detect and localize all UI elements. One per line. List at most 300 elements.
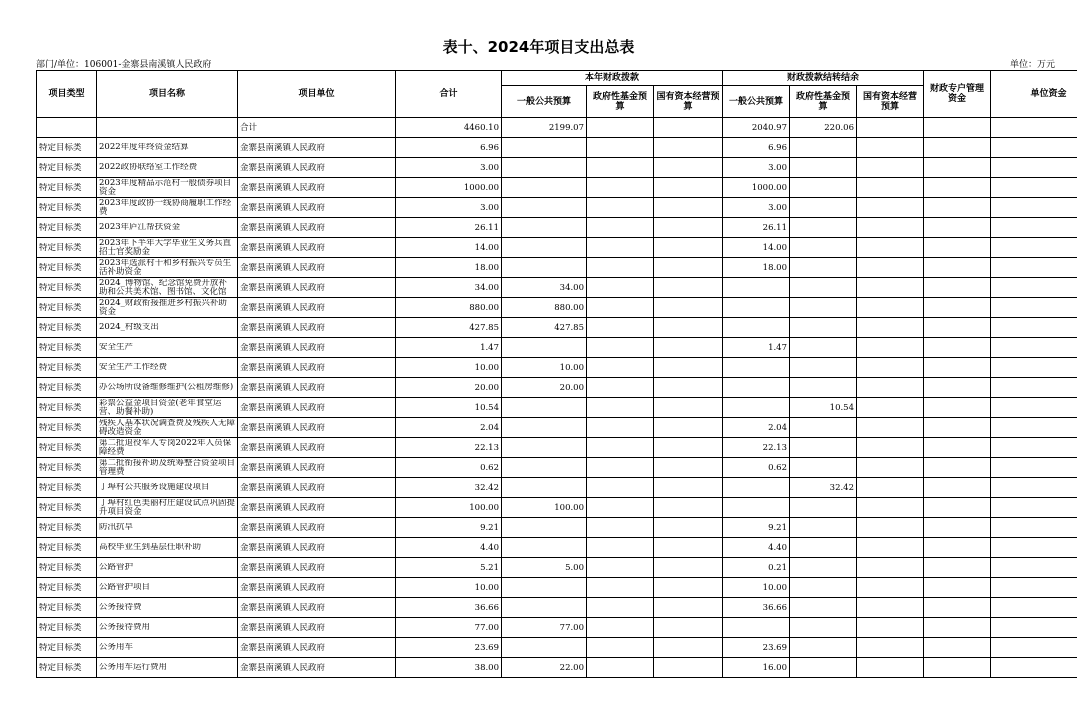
- unit-label: 单位：万元: [1009, 60, 1055, 70]
- cell-car-state-capital: [857, 518, 924, 538]
- cell-cur-general: [502, 158, 587, 178]
- cell-car-general: 0.62: [723, 458, 790, 478]
- cell-special: [924, 178, 991, 198]
- cell-car-state-capital: [857, 318, 924, 338]
- cell-car-state-capital: [857, 198, 924, 218]
- cell-car-gov-fund: [790, 638, 857, 658]
- cell-car-gov-fund: [790, 378, 857, 398]
- cell-category: 特定目标类: [37, 218, 97, 238]
- page-title: 表十、2024年项目支出总表: [442, 38, 635, 56]
- summary-cur-general: 2199.07: [502, 118, 587, 138]
- cell-total: 880.00: [396, 298, 502, 318]
- cell-org: 金寨县南溪镇人民政府: [238, 378, 396, 398]
- cell-category: 特定目标类: [37, 378, 97, 398]
- cell-cur-general: [502, 418, 587, 438]
- cell-car-general: [723, 618, 790, 638]
- table-row: [37, 158, 1077, 178]
- cell-cur-gov-fund: [587, 618, 654, 638]
- cell-cur-gov-fund: [587, 438, 654, 458]
- cell-cur-general: 77.00: [502, 618, 587, 638]
- summary-car-gov: 220.06: [790, 118, 857, 138]
- cell-car-general: [723, 278, 790, 298]
- department-label: 部门/单位：106001-金寨县南溪镇人民政府: [36, 60, 212, 70]
- cell-car-general: 10.00: [723, 578, 790, 598]
- cell-cur-gov-fund: [587, 138, 654, 158]
- cell-cur-state-capital: [654, 318, 723, 338]
- cell-car-state-capital: [857, 278, 924, 298]
- table-row: [37, 378, 1077, 398]
- cell-car-general: 0.21: [723, 558, 790, 578]
- cell-special: [924, 618, 991, 638]
- table-row: [37, 298, 1077, 318]
- header-special: 财政专户管理资金: [924, 71, 991, 118]
- cell-unit-fund: [991, 638, 1077, 658]
- cell-cur-general: [502, 138, 587, 158]
- cell-special: [924, 538, 991, 558]
- cell-unit-fund: [991, 338, 1077, 358]
- cell-cur-gov-fund: [587, 658, 654, 678]
- cell-name: 2022年度年终资金结算: [97, 138, 238, 158]
- table-row: [37, 558, 1077, 578]
- cell-name: 办公场所设备维修维护(公租房维修): [97, 378, 238, 398]
- table-row: [37, 178, 1077, 198]
- cell-cur-general: 5.00: [502, 558, 587, 578]
- cell-cur-general: 20.00: [502, 378, 587, 398]
- cell-unit-fund: [991, 418, 1077, 438]
- cell-unit-fund: [991, 398, 1077, 418]
- cell-total: 36.66: [396, 598, 502, 618]
- summary-total: 4460.10: [396, 118, 502, 138]
- table-row: [37, 198, 1077, 218]
- cell-special: [924, 378, 991, 398]
- cell-cur-gov-fund: [587, 198, 654, 218]
- cell-special: [924, 198, 991, 218]
- summary-row: [37, 118, 1077, 138]
- cell-cur-general: 427.85: [502, 318, 587, 338]
- cell-car-gov-fund: [790, 218, 857, 238]
- table-row: [37, 318, 1077, 338]
- cell-cur-gov-fund: [587, 478, 654, 498]
- table-row: [37, 138, 1077, 158]
- cell-category: 特定目标类: [37, 138, 97, 158]
- cell-unit-fund: [991, 538, 1077, 558]
- cell-car-gov-fund: [790, 498, 857, 518]
- cell-car-gov-fund: [790, 138, 857, 158]
- cell-cur-general: [502, 438, 587, 458]
- cell-category: 特定目标类: [37, 518, 97, 538]
- cell-cur-gov-fund: [587, 458, 654, 478]
- table-row: [37, 398, 1077, 418]
- cell-cur-gov-fund: [587, 178, 654, 198]
- cell-cur-gov-fund: [587, 498, 654, 518]
- cell-unit-fund: [991, 498, 1077, 518]
- cell-total: 10.00: [396, 358, 502, 378]
- cell-car-gov-fund: [790, 618, 857, 638]
- cell-unit-fund: [991, 658, 1077, 678]
- cell-cur-general: [502, 478, 587, 498]
- cell-cur-state-capital: [654, 658, 723, 678]
- cell-unit-fund: [991, 618, 1077, 638]
- cell-cur-general: [502, 238, 587, 258]
- cell-unit-fund: [991, 458, 1077, 478]
- cell-total: 20.00: [396, 378, 502, 398]
- cell-total: 18.00: [396, 258, 502, 278]
- cell-car-state-capital: [857, 538, 924, 558]
- cell-cur-state-capital: [654, 518, 723, 538]
- cell-category: 特定目标类: [37, 298, 97, 318]
- cell-cur-state-capital: [654, 178, 723, 198]
- table-row: [37, 658, 1077, 678]
- cell-name: 丁埠村公共服务设施建设项目: [97, 478, 238, 498]
- cell-cur-state-capital: [654, 158, 723, 178]
- cell-name: 公路管护: [97, 558, 238, 578]
- cell-category: 特定目标类: [37, 558, 97, 578]
- cell-special: [924, 598, 991, 618]
- cell-cur-state-capital: [654, 638, 723, 658]
- cell-car-gov-fund: 32.42: [790, 478, 857, 498]
- cell-car-state-capital: [857, 238, 924, 258]
- cell-unit-fund: [991, 198, 1077, 218]
- cell-unit-fund: [991, 578, 1077, 598]
- header-org: 项目单位: [238, 71, 396, 118]
- cell-org: 金寨县南溪镇人民政府: [238, 518, 396, 538]
- cell-cur-general: [502, 258, 587, 278]
- table-row: [37, 438, 1077, 458]
- cell-car-gov-fund: 10.54: [790, 398, 857, 418]
- cell-cur-general: [502, 398, 587, 418]
- cell-org: 金寨县南溪镇人民政府: [238, 498, 396, 518]
- cell-cur-state-capital: [654, 418, 723, 438]
- cell-special: [924, 258, 991, 278]
- cell-car-gov-fund: [790, 438, 857, 458]
- cell-cur-state-capital: [654, 378, 723, 398]
- cell-special: [924, 218, 991, 238]
- cell-cur-gov-fund: [587, 158, 654, 178]
- header-car-state-capital: 国有资本经营预算: [857, 86, 924, 118]
- cell-org: 金寨县南溪镇人民政府: [238, 538, 396, 558]
- cell-cur-general: [502, 638, 587, 658]
- cell-org: 金寨县南溪镇人民政府: [238, 598, 396, 618]
- cell-cur-gov-fund: [587, 518, 654, 538]
- cell-car-general: 2.04: [723, 418, 790, 438]
- cell-car-gov-fund: [790, 538, 857, 558]
- cell-special: [924, 578, 991, 598]
- cell-total: 5.21: [396, 558, 502, 578]
- cell-category: 特定目标类: [37, 318, 97, 338]
- table-row: [37, 578, 1077, 598]
- cell-category: 特定目标类: [37, 498, 97, 518]
- cell-name: 2023年度政协一线协商履职工作经费: [97, 198, 238, 218]
- cell-cur-general: 22.00: [502, 658, 587, 678]
- cell-total: 10.54: [396, 398, 502, 418]
- cell-org: 金寨县南溪镇人民政府: [238, 198, 396, 218]
- cell-org: 金寨县南溪镇人民政府: [238, 318, 396, 338]
- cell-car-gov-fund: [790, 238, 857, 258]
- table-row: [37, 638, 1077, 658]
- cell-special: [924, 458, 991, 478]
- cell-cur-state-capital: [654, 438, 723, 458]
- cell-org: 金寨县南溪镇人民政府: [238, 458, 396, 478]
- cell-org: 金寨县南溪镇人民政府: [238, 438, 396, 458]
- cell-cur-state-capital: [654, 278, 723, 298]
- cell-car-state-capital: [857, 158, 924, 178]
- cell-car-general: 18.00: [723, 258, 790, 278]
- table-row: [37, 218, 1077, 238]
- header-cur-gov-fund: 政府性基金预算: [587, 86, 654, 118]
- cell-car-gov-fund: [790, 278, 857, 298]
- table-row: [37, 458, 1077, 478]
- cell-total: 427.85: [396, 318, 502, 338]
- cell-name: 安全生产工作经费: [97, 358, 238, 378]
- cell-cur-state-capital: [654, 238, 723, 258]
- cell-unit-fund: [991, 358, 1077, 378]
- cell-category: 特定目标类: [37, 178, 97, 198]
- cell-total: 1.47: [396, 338, 502, 358]
- cell-special: [924, 638, 991, 658]
- cell-special: [924, 358, 991, 378]
- cell-total: 23.69: [396, 638, 502, 658]
- cell-car-general: 36.66: [723, 598, 790, 618]
- cell-car-state-capital: [857, 598, 924, 618]
- cell-special: [924, 158, 991, 178]
- cell-name: 第二批衔接补助及统筹整合资金项目管理费: [97, 458, 238, 478]
- cell-org: 金寨县南溪镇人民政府: [238, 618, 396, 638]
- cell-unit-fund: [991, 138, 1077, 158]
- cell-car-gov-fund: [790, 518, 857, 538]
- cell-name: 2023年选派村干和乡村振兴专员生活补助资金: [97, 258, 238, 278]
- cell-name: 公务接待费: [97, 598, 238, 618]
- cell-name: 2023年庐江帮扶资金: [97, 218, 238, 238]
- cell-cur-state-capital: [654, 458, 723, 478]
- cell-car-general: [723, 358, 790, 378]
- cell-total: 32.42: [396, 478, 502, 498]
- cell-car-general: [723, 398, 790, 418]
- cell-special: [924, 498, 991, 518]
- cell-car-gov-fund: [790, 338, 857, 358]
- cell-car-state-capital: [857, 378, 924, 398]
- cell-car-general: 6.96: [723, 138, 790, 158]
- cell-car-state-capital: [857, 138, 924, 158]
- cell-car-general: [723, 318, 790, 338]
- cell-category: 特定目标类: [37, 638, 97, 658]
- cell-cur-state-capital: [654, 598, 723, 618]
- cell-total: 6.96: [396, 138, 502, 158]
- cell-category: 特定目标类: [37, 278, 97, 298]
- cell-cur-state-capital: [654, 478, 723, 498]
- cell-org: 金寨县南溪镇人民政府: [238, 578, 396, 598]
- cell-cur-state-capital: [654, 618, 723, 638]
- cell-unit-fund: [991, 298, 1077, 318]
- cell-total: 26.11: [396, 218, 502, 238]
- project-expenditure-table: [36, 70, 1077, 678]
- cell-org: 金寨县南溪镇人民政府: [238, 158, 396, 178]
- cell-car-general: 16.00: [723, 658, 790, 678]
- cell-cur-gov-fund: [587, 338, 654, 358]
- cell-cur-gov-fund: [587, 358, 654, 378]
- cell-category: 特定目标类: [37, 358, 97, 378]
- cell-special: [924, 318, 991, 338]
- cell-org: 金寨县南溪镇人民政府: [238, 638, 396, 658]
- cell-name: 2022政协联络室工作经费: [97, 158, 238, 178]
- cell-name: 高校毕业生到基层任职补助: [97, 538, 238, 558]
- cell-special: [924, 438, 991, 458]
- header-unit-fund: 单位资金: [991, 71, 1077, 118]
- cell-name: 2024_财政衔接推进乡村振兴补助资金: [97, 298, 238, 318]
- table-row: [37, 598, 1077, 618]
- cell-cur-gov-fund: [587, 218, 654, 238]
- cell-name: 第二批退役军人专岗2022年人员保障经费: [97, 438, 238, 458]
- cell-car-state-capital: [857, 458, 924, 478]
- cell-category: 特定目标类: [37, 458, 97, 478]
- cell-car-state-capital: [857, 338, 924, 358]
- cell-cur-general: 10.00: [502, 358, 587, 378]
- cell-car-general: 1000.00: [723, 178, 790, 198]
- cell-unit-fund: [991, 158, 1077, 178]
- cell-special: [924, 478, 991, 498]
- cell-category: 特定目标类: [37, 198, 97, 218]
- cell-car-general: 9.21: [723, 518, 790, 538]
- cell-cur-state-capital: [654, 398, 723, 418]
- cell-total: 22.13: [396, 438, 502, 458]
- cell-cur-gov-fund: [587, 398, 654, 418]
- cell-cur-general: [502, 578, 587, 598]
- cell-category: 特定目标类: [37, 598, 97, 618]
- cell-cur-general: [502, 198, 587, 218]
- cell-cur-gov-fund: [587, 578, 654, 598]
- cell-car-state-capital: [857, 478, 924, 498]
- cell-car-general: 26.11: [723, 218, 790, 238]
- cell-car-gov-fund: [790, 418, 857, 438]
- cell-total: 3.00: [396, 198, 502, 218]
- cell-org: 金寨县南溪镇人民政府: [238, 338, 396, 358]
- cell-name: 2024_博物馆、纪念馆免费开放补助和公共美术馆、图书馆、文化馆: [97, 278, 238, 298]
- cell-car-state-capital: [857, 418, 924, 438]
- cell-org: 金寨县南溪镇人民政府: [238, 278, 396, 298]
- table-row: [37, 258, 1077, 278]
- header-total: 合计: [396, 71, 502, 118]
- cell-cur-general: [502, 598, 587, 618]
- cell-unit-fund: [991, 218, 1077, 238]
- cell-category: 特定目标类: [37, 238, 97, 258]
- table-body: [37, 118, 1077, 678]
- cell-cur-gov-fund: [587, 278, 654, 298]
- cell-car-state-capital: [857, 298, 924, 318]
- cell-car-general: [723, 298, 790, 318]
- cell-name: 防汛抗旱: [97, 518, 238, 538]
- table-row: [37, 538, 1077, 558]
- table-row: [37, 518, 1077, 538]
- cell-car-general: [723, 478, 790, 498]
- cell-car-gov-fund: [790, 318, 857, 338]
- cell-category: 特定目标类: [37, 438, 97, 458]
- cell-category: 特定目标类: [37, 158, 97, 178]
- cell-total: 3.00: [396, 158, 502, 178]
- cell-cur-general: 880.00: [502, 298, 587, 318]
- cell-cur-state-capital: [654, 498, 723, 518]
- cell-total: 9.21: [396, 518, 502, 538]
- cell-name: 公务用车运行费用: [97, 658, 238, 678]
- cell-cur-state-capital: [654, 558, 723, 578]
- cell-cur-general: [502, 458, 587, 478]
- cell-org: 金寨县南溪镇人民政府: [238, 238, 396, 258]
- cell-car-gov-fund: [790, 178, 857, 198]
- cell-total: 1000.00: [396, 178, 502, 198]
- cell-category: 特定目标类: [37, 538, 97, 558]
- cell-cur-state-capital: [654, 198, 723, 218]
- cell-total: 10.00: [396, 578, 502, 598]
- cell-special: [924, 418, 991, 438]
- header-cur-general: 一般公共预算: [502, 86, 587, 118]
- cell-special: [924, 138, 991, 158]
- cell-total: 2.04: [396, 418, 502, 438]
- cell-unit-fund: [991, 278, 1077, 298]
- cell-org: 金寨县南溪镇人民政府: [238, 358, 396, 378]
- cell-org: 金寨县南溪镇人民政府: [238, 218, 396, 238]
- cell-org: 金寨县南溪镇人民政府: [238, 178, 396, 198]
- cell-car-general: 4.40: [723, 538, 790, 558]
- cell-cur-gov-fund: [587, 298, 654, 318]
- cell-org: 金寨县南溪镇人民政府: [238, 298, 396, 318]
- cell-unit-fund: [991, 178, 1077, 198]
- cell-car-state-capital: [857, 398, 924, 418]
- cell-unit-fund: [991, 238, 1077, 258]
- cell-special: [924, 658, 991, 678]
- cell-special: [924, 278, 991, 298]
- cell-name: 2023年下半年大学毕业生义务兵直招士官奖励金: [97, 238, 238, 258]
- cell-car-gov-fund: [790, 158, 857, 178]
- cell-cur-general: [502, 538, 587, 558]
- cell-car-state-capital: [857, 258, 924, 278]
- cell-cur-state-capital: [654, 298, 723, 318]
- cell-car-gov-fund: [790, 458, 857, 478]
- cell-special: [924, 518, 991, 538]
- cell-name: 公务用车: [97, 638, 238, 658]
- cell-cur-state-capital: [654, 258, 723, 278]
- header-category: 项目类型: [37, 71, 97, 118]
- cell-unit-fund: [991, 558, 1077, 578]
- cell-car-general: 23.69: [723, 638, 790, 658]
- cell-car-state-capital: [857, 658, 924, 678]
- cell-special: [924, 398, 991, 418]
- cell-cur-gov-fund: [587, 238, 654, 258]
- cell-org: 金寨县南溪镇人民政府: [238, 558, 396, 578]
- cell-unit-fund: [991, 598, 1077, 618]
- cell-category: 特定目标类: [37, 338, 97, 358]
- cell-cur-gov-fund: [587, 538, 654, 558]
- cell-cur-state-capital: [654, 538, 723, 558]
- cell-car-general: [723, 378, 790, 398]
- cell-name: 公路管护项目: [97, 578, 238, 598]
- cell-cur-gov-fund: [587, 378, 654, 398]
- cell-car-general: 1.47: [723, 338, 790, 358]
- header-carry-group: 财政拨款结转结余: [723, 71, 924, 86]
- cell-car-general: 22.13: [723, 438, 790, 458]
- cell-car-gov-fund: [790, 198, 857, 218]
- cell-car-gov-fund: [790, 578, 857, 598]
- cell-car-gov-fund: [790, 658, 857, 678]
- cell-org: 金寨县南溪镇人民政府: [238, 478, 396, 498]
- cell-name: 2023年度精品示范村一般债券项目资金: [97, 178, 238, 198]
- table-row: [37, 278, 1077, 298]
- cell-car-state-capital: [857, 218, 924, 238]
- cell-name: 安全生产: [97, 338, 238, 358]
- cell-name: 丁埠村红色美丽村庄建设试点巩固提升项目资金: [97, 498, 238, 518]
- cell-car-general: [723, 498, 790, 518]
- header-name: 项目名称: [97, 71, 238, 118]
- cell-name: 公务接待费用: [97, 618, 238, 638]
- cell-category: 特定目标类: [37, 258, 97, 278]
- cell-unit-fund: [991, 318, 1077, 338]
